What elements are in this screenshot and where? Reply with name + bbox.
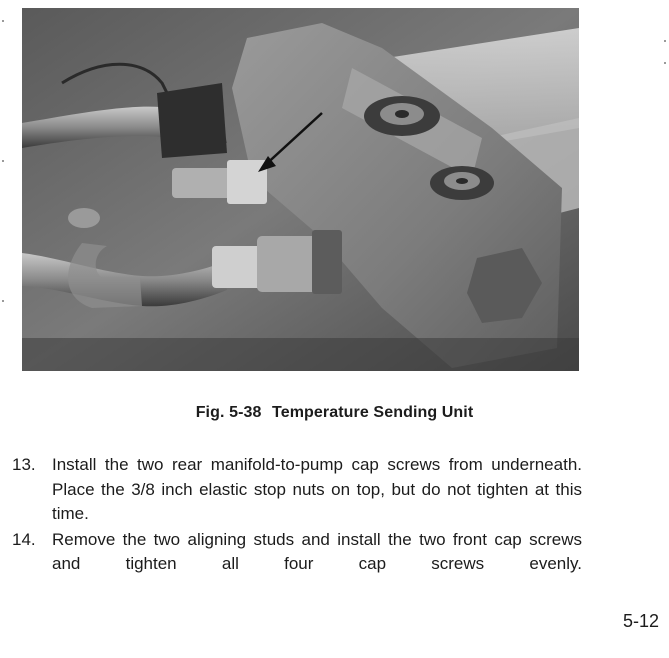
- step-item: [12, 528, 582, 577]
- page-number: 5-12: [622, 611, 659, 631]
- step-text: Install the two rear manifold-to-pump cap screws from underneath. Place the 3/8 inch elastic stop nuts on top, but do not tighten at this time.: [52, 455, 582, 523]
- step-text: Remove the two aligning studs and install the two front cap screws and tighten all four cap screws evenly.: [52, 529, 582, 573]
- figure-photo: [22, 8, 579, 371]
- photo-temperature-sending-unit: [22, 8, 579, 371]
- figure-number: Fig. 5-38: [195, 404, 262, 421]
- scan-margin-mark: [2, 20, 4, 22]
- scan-margin-mark: [2, 300, 4, 302]
- instruction-steps: [12, 453, 582, 578]
- figure-caption: [0, 404, 669, 422]
- step-number: 13.: [12, 455, 36, 474]
- step-item: [12, 453, 582, 527]
- scan-margin-mark: [664, 40, 666, 42]
- scan-margin-mark: [664, 62, 666, 64]
- step-number: 14.: [12, 529, 36, 549]
- figure-title: Temperature Sending Unit: [272, 404, 474, 421]
- scan-margin-mark: [2, 160, 4, 162]
